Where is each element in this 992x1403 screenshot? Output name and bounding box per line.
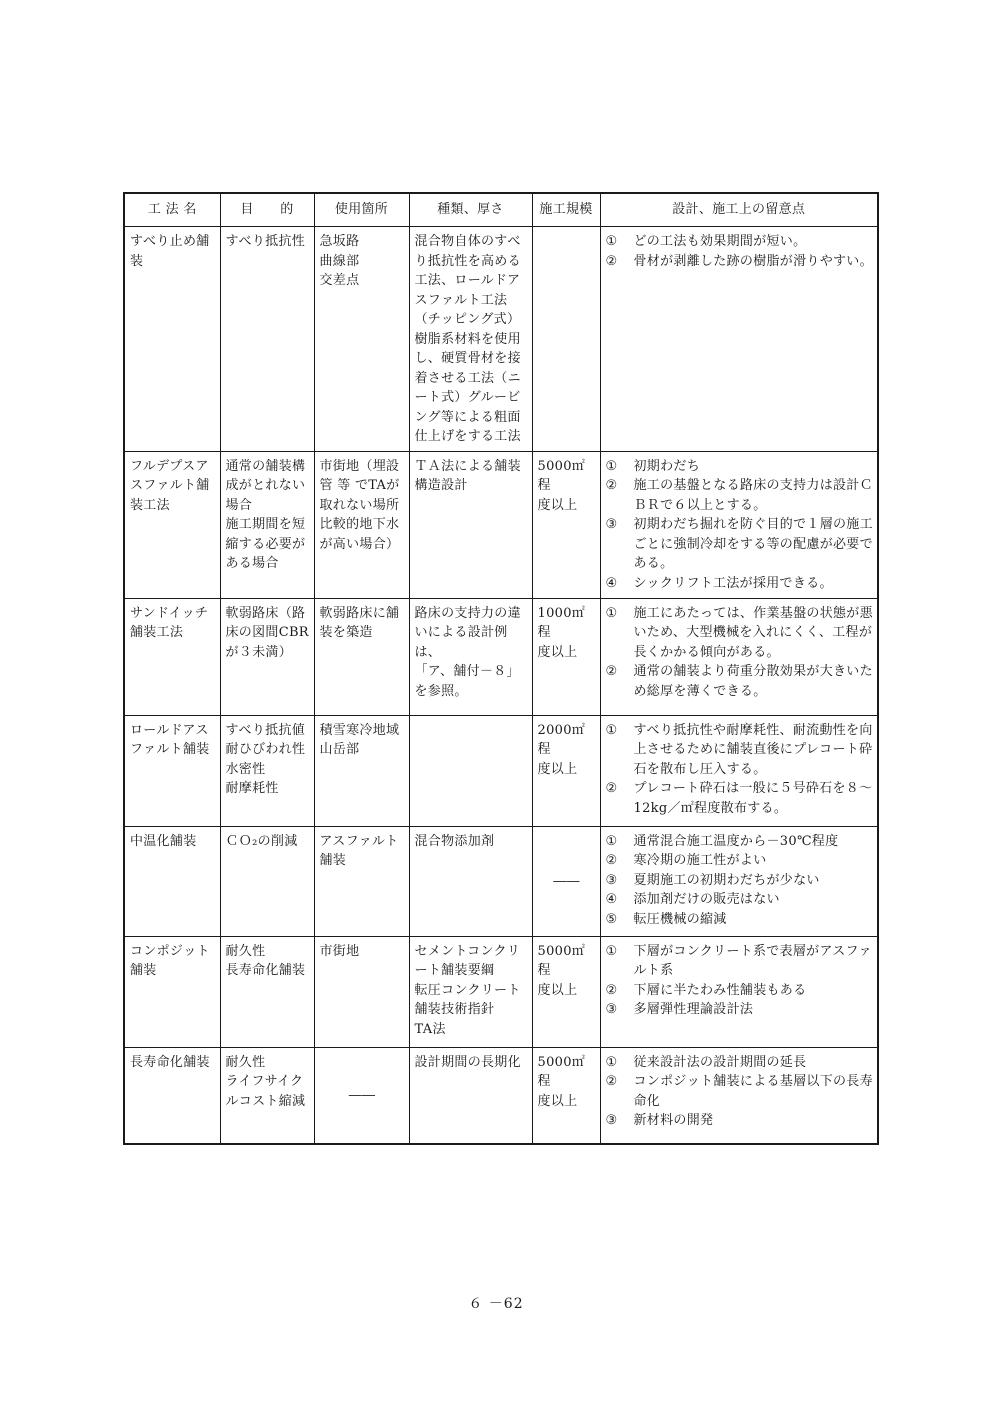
- notes-list: [606, 232, 874, 271]
- note-item: ③ 多層弾性理論設計法: [605, 1002, 754, 1017]
- note-item: ① すべり抵抗性や耐摩耗性、耐流動性を向上させるために舗装直後にプレコート砕石を散布し圧入する。: [605, 722, 873, 777]
- note-item: ① 施工にあたっては、作業基盤の状態が悪いため、大型機械を入れにくく、工程が長くかかる傾向がある。: [605, 605, 873, 660]
- note-item: ④ 添加剤だけの販売はない: [605, 892, 780, 907]
- note-item: ① 通常混合施工温度から－30℃程度: [605, 833, 839, 849]
- location-cell: 市街地（埋設 管 等 でTAが 取れない場所 比較的地下水 が高い場合）: [314, 451, 409, 598]
- method-name-cell: ロールドアス ファルト舗装: [124, 715, 220, 826]
- scale-cell: 5000㎡程 度以上: [532, 1047, 600, 1144]
- location-cell: アスファルト 舗装: [314, 826, 409, 936]
- header-purpose: 目 的: [220, 193, 314, 227]
- type-cell: セメントコンクリ ート舗装要綱 転圧コンクリート 舗装技術指針 TA法: [409, 936, 532, 1047]
- note-item: ② 通常の舗装より荷重分散効果が大きいため総厚を薄くできる。: [605, 664, 873, 699]
- method-name-cell: 長寿命化舗装: [124, 1047, 220, 1144]
- type-cell: 設計期間の長期化: [409, 1047, 532, 1144]
- notes-cell: [600, 826, 878, 936]
- type-cell: 混合物自体のすべ り抵抗性を高める 工法、ロールドア スファルト工法 （チッピング式） 樹脂系材料を使用 し、硬質骨材を接 着させる工法（ニ ート式）グルービ ング等による粗面 仕上げをする工法: [409, 227, 532, 452]
- table-row: [124, 826, 878, 936]
- scale-cell: [532, 826, 600, 936]
- dash-mark: ――: [348, 1088, 376, 1103]
- purpose-cell: すべり抵抗値 耐ひびわれ性 水密性 耐摩耗性: [220, 715, 314, 826]
- method-name-cell: フルデプスア スファルト舗 装工法: [124, 451, 220, 598]
- note-item: ① 従来設計法の設計期間の延長: [605, 1054, 807, 1070]
- header-notes: 設計、施工上の留意点: [600, 193, 878, 227]
- notes-list: [606, 942, 874, 1020]
- table-row: [124, 227, 878, 452]
- scale-cell: 5000㎡程 度以上: [532, 936, 600, 1047]
- location-cell: 積雪寒冷地域 山岳部: [314, 715, 409, 826]
- note-item: ② 下層に半たわみ性舗装もある: [605, 982, 807, 998]
- type-cell: [409, 715, 532, 826]
- notes-cell: [600, 598, 878, 715]
- page-number: ６ －62: [468, 1296, 524, 1312]
- purpose-cell: 通常の舗装構 成がとれない 場合 施工期間を短 縮する必要が ある場合: [220, 451, 314, 598]
- purpose-cell: すべり抵抗性: [220, 227, 314, 452]
- notes-cell: [600, 715, 878, 826]
- location-cell: [314, 1047, 409, 1144]
- method-name-cell: コンポジット 舗装: [124, 936, 220, 1047]
- notes-cell: [600, 936, 878, 1047]
- table-row: [124, 715, 878, 826]
- scale-cell: 1000㎡程 度以上: [532, 598, 600, 715]
- scale-cell: [532, 227, 600, 452]
- notes-list: [606, 604, 874, 702]
- note-item: ② プレコート砕石は一般に５号砕石を８～12kg／㎡程度散布する。: [605, 781, 873, 816]
- note-item: ③ 初期わだち掘れを防ぐ目的で１層の施工ごとに強制冷却をする等の配慮が必要である。: [605, 517, 873, 571]
- header-type-thickness: 種類、厚さ: [409, 193, 532, 227]
- header-scale: 施工規模: [532, 193, 600, 227]
- note-item: ① どの工法も効果期間が短い。: [605, 234, 807, 249]
- construction-methods-table: [123, 192, 879, 1145]
- table-row: [124, 936, 878, 1047]
- notes-list: [606, 1053, 874, 1131]
- notes-list: [606, 832, 874, 930]
- table-row: [124, 1047, 878, 1144]
- purpose-cell: ＣＯ₂の削減: [220, 826, 314, 936]
- note-item: ② コンポジット舗装による基層以下の長寿命化: [605, 1074, 873, 1109]
- header-location: 使用箇所: [314, 193, 409, 227]
- method-name-cell: サンドイッチ 舗装工法: [124, 598, 220, 715]
- notes-list: [606, 721, 874, 819]
- note-item: ① 下層がコンクリート系で表層がアスファルト系: [605, 943, 872, 978]
- header-row: [124, 193, 878, 227]
- type-cell: ＴＡ法による舗装 構造設計: [409, 451, 532, 598]
- notes-cell: [600, 451, 878, 598]
- note-item: ③ 新材料の開発: [605, 1113, 714, 1128]
- notes-list: [606, 457, 874, 594]
- notes-cell: [600, 1047, 878, 1144]
- note-item: ③ 夏期施工の初期わだちが少ない: [605, 872, 820, 888]
- header-method-name: 工 法 名: [124, 193, 220, 227]
- type-cell: 路床の支持力の違 いによる設計例は、 「ア、舗付－８」 を参照。: [409, 598, 532, 715]
- table-row: [124, 598, 878, 715]
- purpose-cell: 耐久性 ライフサイク ルコスト縮減: [220, 1047, 314, 1144]
- scale-cell: 5000㎡程 度以上: [532, 451, 600, 598]
- note-item: ② 骨材が剥離した跡の樹脂が滑りやすい。: [605, 253, 873, 269]
- note-item: ④ シックリフト工法が採用できる。: [605, 575, 833, 591]
- scale-cell: 2000㎡程 度以上: [532, 715, 600, 826]
- table-row: [124, 451, 878, 598]
- note-item: ⑤ 転圧機械の縮減: [605, 911, 727, 927]
- method-name-cell: すべり止め舗 装: [124, 227, 220, 452]
- note-item: ② 施工の基盤となる路床の支持力は設計ＣＢＲで６以上とする。: [605, 478, 873, 513]
- notes-cell: [600, 227, 878, 452]
- note-item: ② 寒冷期の施工性がよい: [605, 853, 767, 868]
- method-name-cell: 中温化舗装: [124, 826, 220, 936]
- note-item: ① 初期わだち: [605, 458, 701, 474]
- dash-mark: ――: [553, 873, 580, 889]
- purpose-cell: 耐久性 長寿命化舗装: [220, 936, 314, 1047]
- location-cell: 急坂路 曲線部 交差点: [314, 227, 409, 452]
- location-cell: 軟弱路床に舗 装を築造: [314, 598, 409, 715]
- location-cell: 市街地: [314, 936, 409, 1047]
- purpose-cell: 軟弱路床（路 床の図間CBR が３未満）: [220, 598, 314, 715]
- type-cell: 混合物添加剤: [409, 826, 532, 936]
